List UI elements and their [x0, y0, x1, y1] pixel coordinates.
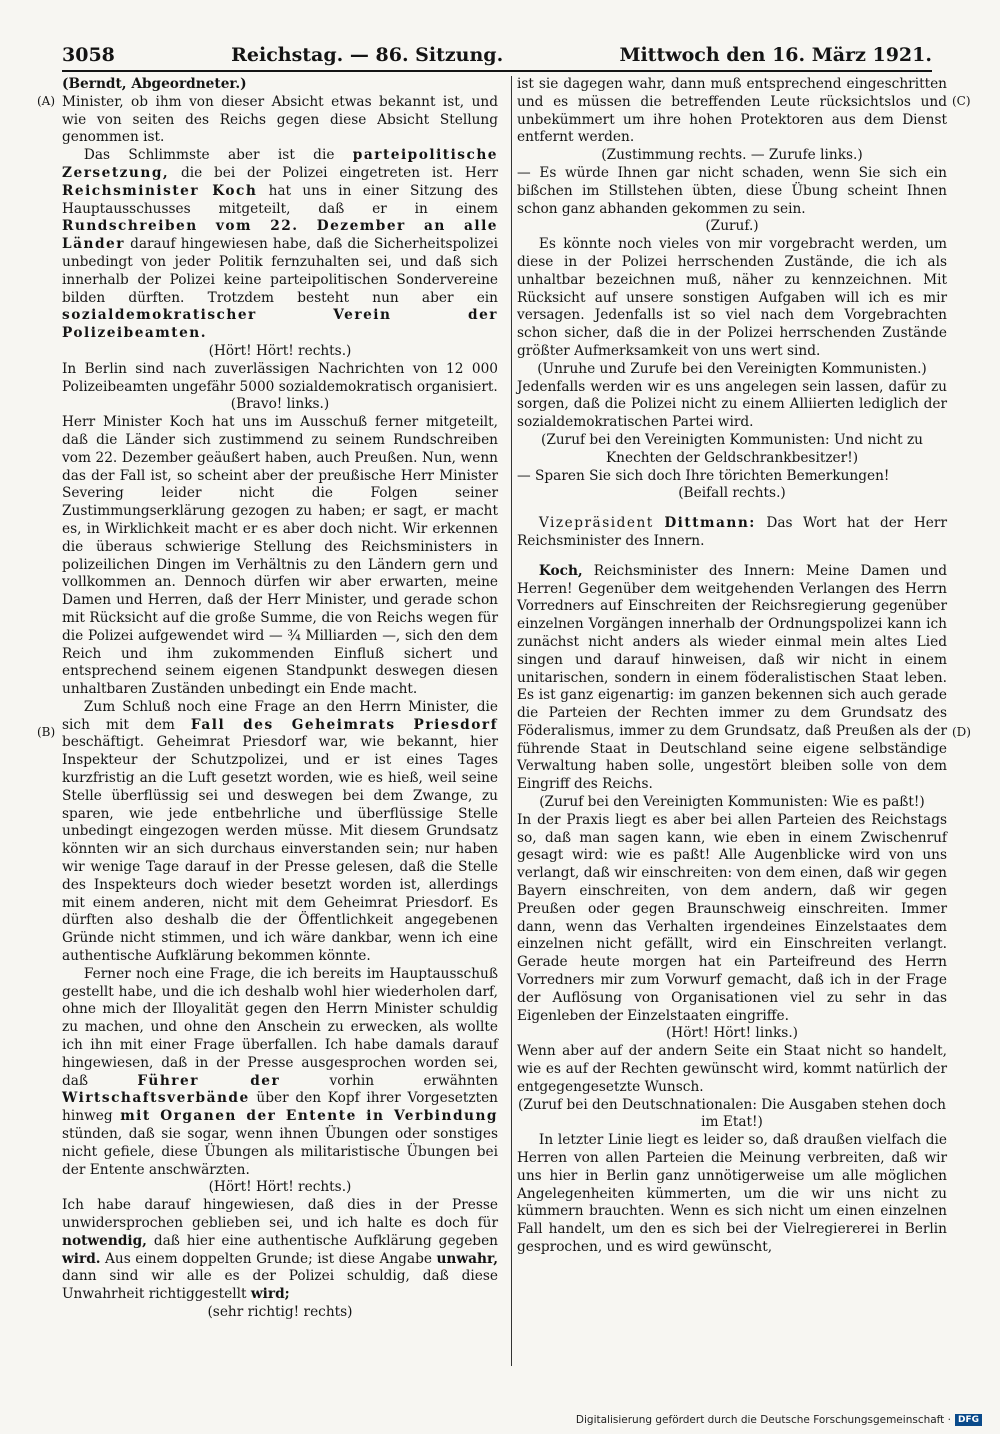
interjection: (Zuruf.) — [705, 218, 759, 235]
emphasis: wird; — [250, 1286, 290, 1303]
paragraph: Wenn aber auf der andern Seite ein Staat nicht so handelt, wie es auf der Rechten gewünscht wird, kommt natürlich der entgegengesetzte Wunsch. — [517, 1043, 947, 1095]
paragraph: In letzter Linie liegt es leider so, daß draußen vielfach die Herren von allen Parteien die Meinung verbreiten, daß wir uns hier in Berlin ganz unnötigerweise um alle möglichen Angelegenheiten kümmerten, um die wir uns nicht zu kümmern brauchten. Wenn es sich nicht um einen einzelnen Fall handelt, um den es sich bei der Vielregiererei in Berlin gesprochen, und es wird gewünscht, — [517, 1132, 947, 1255]
interjection: (Zuruf bei den Vereinigten Kommunisten: Wie es paßt!) — [539, 794, 925, 811]
interjection: (Bravo! links.) — [230, 396, 330, 413]
emphasis: notwendig, — [62, 1232, 147, 1249]
page-number: 3058 — [62, 44, 115, 66]
speaker-paragraph: Vizepräsident Dittmann: Das Wort hat der Herr Reichsminister des Innern. — [517, 515, 947, 549]
emphasis: sozialdemokratischer Verein der Polizeibeamten. — [62, 307, 498, 342]
paragraph: In der Praxis liegt es aber bei allen Parteien des Reichstags so, daß man sagen kann, wie eben in einem Zwischenruf gesagt wird: wie es paßt! Alle Augenblicke wird von uns verlangt, daß wir einschreiten: von dem einen, daß wir gegen Bayern einschreiten, von dem andern, daß wir gegen Preußen oder gegen Braunschweig einschreiten. Immer dann, wenn das Verhalten irgendeines Einzelstaates dem einzelnen nicht gefällt, wird ein Einschreiten verlangt. Gerade heute morgen hat ein Parteifreund des Herrn Vorredners mir zum Vorwurf gemacht, daß ich in der Frage der Auflösung von Organisationen viel zu sehr in das Eigenleben der Einzelstaaten eingriffe. — [517, 811, 947, 1024]
emphasis: Wirtschaftsverbände — [62, 1090, 250, 1107]
paragraph: — Sparen Sie sich doch Ihre törichten Bemerkungen! — [517, 467, 890, 484]
interjection: (Beifall rechts.) — [678, 485, 786, 502]
interjection: (Zustimmung rechts. — Zurufe links.) — [601, 147, 863, 164]
interjection: (sehr richtig! rechts) — [207, 1303, 353, 1320]
paragraph: Herr Minister Koch hat uns im Ausschuß ferner mitgeteilt, daß die Länder sich zustimmend zu seinem Rundschreiben vom 22. Dezember geäußert haben, auch Preußen. Nun, wenn das der Fall ist, so scheint aber der preußische Herr Minister Severing leider nicht die Folgen seiner Zustimmungserklärung gezogen zu haben; er sagt, er macht es, in Wirklichkeit macht er es aber doch nicht. Wir erkennen die überaus schwierige Stellung des Reichsministers in polizeilichen Dingen im Verhältnis zu den Ländern gern und vollkommen an. Dennoch dürfen wir aber erwarten, meine Damen und Herren, daß der Herr Minister, und gerade schon mit Rücksicht auf die große Summe, die von Reichs wegen für die Polizei aufgewendet wird — ¾ Milliarden —, sich den dem Reich und ihm zukommenden Einfluß sichert und entsprechend seinem eigenen Standpunkt deswegen diesen unhaltbaren Zuständen unbedingt ein Ende macht. — [62, 414, 498, 698]
paragraph: Jedenfalls werden wir es uns angelegen sein lassen, dafür zu sorgen, daß die Polizei nicht zu einem Alliierten lediglich der sozialdemokratischen Partei wird. — [517, 378, 947, 431]
interjection: (Hört! Hört! rechts.) — [208, 1179, 352, 1196]
paragraph: Ferner noch eine Frage, die ich bereits im Hauptausschuß gestellt habe, und die ich deshalb wohl hier wiederholen darf, ohne mich der Illoyalität gegen den Herrn Minister schuldig zu machen, und ohne den Anschein zu erwecken, als wollte ich ihn mit einer Frage überfallen. Ich habe damals darauf hingewiesen, daß in der Presse ausgesprochen worden sei, daß Führer der vorhin erwähnten Wirtschaftsverbände über den Kopf ihrer Vorgesetzten hinweg mit Organen der Entente in Verbindung stünden, daß sie sogar, wenn ihnen Übungen oder sonstiges nicht gefiele, diese Übungen als militaristische Übungen bei der Entente anschwärzten. — [62, 965, 498, 1178]
paragraph: — Es würde Ihnen gar nicht schaden, wenn Sie sich ein bißchen im Stillstehen übten, diese Übung scheint Ihnen schon ganz abhanden gekommen zu sein. — [517, 164, 947, 217]
section-gap — [517, 551, 947, 563]
column-divider — [511, 76, 512, 1366]
page-header — [62, 44, 932, 66]
interjection: (Zuruf bei den Vereinigten Kommunisten: Und nicht zu Knechten der Geldschrankbesitzer!) — [540, 431, 923, 466]
paragraph: Zum Schluß noch eine Frage an den Herrn Minister, die sich mit dem Fall des Geheimrats Priesdorf beschäftigt. Geheimrat Priesdorf war, wie bekannt, hier Inspekteur der Schutzpolizei, und er ist eines Tages kurzfristig an die Luft gesetzt worden, wie es hieß, weil seine Stelle überflüssig sei und deswegen bei dem Zwange, zu sparen, wie jede entbehrliche und überflüssige Stelle unbedingt eingezogen werden müsse. Mit diesem Grundsatz könnten wir an sich durchaus einverstanden sein; nur haben wir wenige Tage darauf in der Presse gelesen, daß die Stelle des Inspekteurs doch wieder besetzt worden ist, allerdings mit einem anderen, nicht mit dem Geheimrat Priesdorf. Es dürften also deshalb die der Öffentlichkeit angegebenen Gründe nicht stimmen, und ich wäre dankbar, wenn ich eine authentische Aufklärung bekommen könnte. — [62, 698, 498, 965]
header-rule — [62, 70, 932, 72]
emphasis: Reichsminister Koch — [62, 182, 258, 199]
margin-marker-d: (D) — [952, 725, 971, 739]
emphasis: Führer der — [137, 1072, 281, 1089]
speaker-name: Dittmann: — [664, 515, 756, 532]
header-title: Reichstag. — 86. Sitzung. — [231, 44, 504, 66]
speaker-label: (Berndt, Abgeordneter.) — [62, 76, 247, 92]
right-column — [517, 76, 947, 1257]
footer-text: Digitalisierung gefördert durch die Deutsche Forschungsgemeinschaft · — [575, 1414, 951, 1426]
dfg-logo: DFG — [955, 1414, 982, 1426]
emphasis: Rundschreiben vom 22. Dezember an alle Länder — [62, 218, 498, 253]
paragraph: Ich habe darauf hingewiesen, daß dies in der Presse unwidersprochen geblieben sei, und ich halte es doch für notwendig, daß hier eine authentische Aufklärung gegeben wird. Aus einem doppelten Grunde; ist diese Angabe unwahr, dann sind wir alle es der Polizei schuldig, daß diese Unwahrheit richtiggestellt wird; — [62, 1197, 498, 1303]
margin-marker-c: (C) — [952, 94, 971, 108]
section-gap — [517, 503, 947, 515]
emphasis: mit Organen der Entente in Verbindung — [120, 1108, 498, 1125]
speaker-paragraph: Koch, Reichsminister des Innern: Meine Damen und Herren! Gegenüber dem weitgehenden Verlangen des Herrn Vorredners auf Einschreiten der Reichsregierung gegenüber einzelnen Vorgängen innerhalb der Ordnungspolizei kann ich zunächst nicht anders als wieder einmal mein altes Lied singen und darauf hinweisen, daß wir nicht in einem unitarischen, sondern in einem föderalistischen Staat leben. Es ist ganz eigenartig: im ganzen bekennen sich auch gerade die Parteien der Rechten immer zu dem Grundsatz des Föderalismus, immer zu dem Grundsatz, daß Preußen als der führende Staat in Deutschland seine eigene selbständige Verwaltung haben solle, ungestört bleiben solle von dem Eingriff des Reichs. — [517, 562, 947, 793]
interjection: (Hört! Hört! rechts.) — [208, 342, 352, 359]
left-column — [62, 76, 498, 1322]
interjection: (Hört! Hört! links.) — [665, 1025, 799, 1042]
paragraph: In Berlin sind nach zuverlässigen Nachrichten von 12 000 Polizeibeamten ungefähr 5000 sozialdemokratisch organisiert. — [62, 360, 498, 395]
interjection: (Unruhe und Zurufe bei den Vereinigten Kommunisten.) — [537, 360, 927, 377]
interjection: (Zuruf bei den Deutschnationalen: Die Ausgaben stehen doch im Etat!) — [518, 1096, 946, 1131]
margin-marker-b: (B) — [37, 725, 56, 739]
paragraph: Es könnte noch vieles von mir vorgebracht werden, um diese in der Polizei herrschenden Zustände, die ich als unhaltbar bezeichnen muß, näher zu kennzeichnen. Mit Rücksicht auf unsere sonstigen Aufgaben will ich es mir versagen. Jedenfalls ist so viel nach dem Vorgebrachten schon sicher, daß die in der Polizei herrschenden Zustände größter Aufmerksamkeit von uns wert sind. — [517, 236, 947, 359]
header-date: Mittwoch den 16. März 1921. — [619, 44, 932, 66]
emphasis: parteipolitische Zersetzung, — [62, 147, 498, 181]
margin-marker-a: (A) — [37, 94, 56, 108]
emphasis: Fall des Geheimrats Priesdorf — [190, 716, 498, 733]
paragraph: ist sie dagegen wahr, dann muß entsprechend eingeschritten und es müssen die betreffenden Leute rücksichtslos und unbekümmert um ihre hohen Protektoren aus dem Dienst entfernt werden. — [517, 76, 947, 146]
speaker-name: Koch, — [538, 562, 583, 579]
emphasis: unwahr, — [436, 1250, 498, 1267]
paragraph: Das Schlimmste aber ist die parteipolitische Zersetzung, die bei der Polizei eingetreten ist. Herr Reichsminister Koch hat uns in einer Sitzung des Hauptausschusses mitgeteilt, daß er in einem Rundschreiben vom 22. Dezember an alle Länder darauf hingewiesen habe, daß die Sicherheitspolizei unbedingt von jeder Politik fernzuhalten sei, und daß sich innerhalb der Polizei keine parteipolitischen Sondervereine bilden dürften. Trotzdem besteht nun aber ein sozialdemokratischer Verein der Polizeibeamten. — [62, 147, 498, 342]
emphasis: wird. — [62, 1250, 101, 1267]
footer-credit — [576, 1414, 982, 1426]
paragraph: Minister, ob ihm von dieser Absicht etwas bekannt ist, und wie von seiten des Reichs gegen diese Absicht Stellung genommen ist. — [62, 93, 498, 146]
